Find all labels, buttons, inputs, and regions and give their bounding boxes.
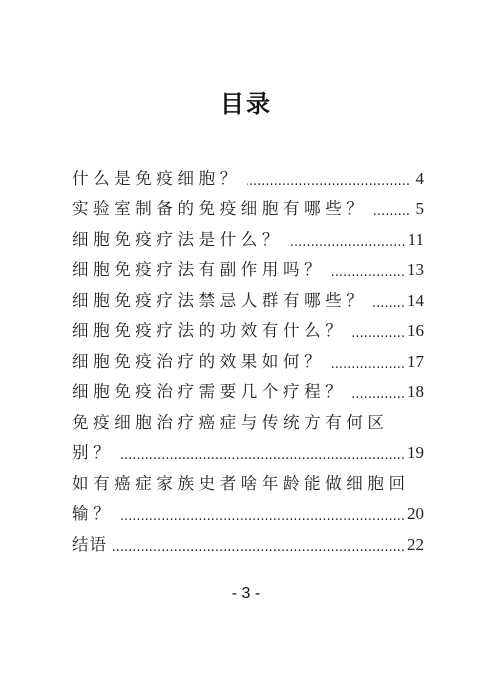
page-number: - 3 - (231, 585, 261, 602)
toc-entry-line2[interactable] (72, 494, 424, 525)
dot-leader (247, 174, 410, 189)
toc-entry-text: 什么是免疫细胞？ (72, 168, 241, 188)
toc-entry-page: 14 (407, 290, 424, 310)
toc-entry[interactable] (72, 158, 424, 189)
toc-entry-text: 细胞免疫疗法禁忌人群有哪些？ (72, 290, 368, 310)
toc-entry[interactable] (72, 280, 424, 311)
toc-entry-page: 13 (407, 260, 424, 279)
toc-entry-text: 如有癌症家族史者啥年龄能做细胞回 (72, 473, 410, 493)
toc-entry-page: 17 (407, 351, 424, 371)
toc-entry[interactable] (72, 311, 424, 342)
table-of-contents (72, 158, 424, 555)
toc-entry[interactable] (72, 189, 424, 220)
toc-entry[interactable] (72, 250, 424, 281)
dot-leader (289, 235, 406, 250)
toc-entry-text: 细胞免疫治疗需要几个疗程？ (72, 382, 347, 401)
toc-entry-line1[interactable] (72, 402, 424, 433)
toc-entry[interactable] (72, 524, 424, 555)
toc-entry-page: 16 (407, 321, 424, 340)
toc-entry-text: 细胞免疫疗法的功效有什么？ (72, 321, 347, 340)
toc-entry-page: 5 (415, 199, 424, 218)
toc-entry-text: 细胞免疫疗法是什么？ (72, 229, 283, 249)
toc-entry-page: 4 (415, 168, 424, 188)
toc-entry-text: 实验室制备的免疫细胞有哪些？ (72, 199, 368, 218)
toc-entry[interactable] (72, 341, 424, 372)
toc-entry-text: 细胞免疫治疗的效果如何？ (72, 351, 326, 371)
toc-entry[interactable] (72, 372, 424, 403)
dot-leader (352, 326, 405, 341)
toc-entry-page: 11 (407, 229, 424, 249)
toc-entry-page: 22 (407, 534, 424, 554)
dot-leader (120, 448, 405, 463)
toc-entry[interactable] (72, 219, 424, 250)
toc-entry-text: 别？ (72, 443, 115, 462)
toc-entry-page: 19 (407, 443, 424, 462)
dot-leader (373, 296, 405, 311)
toc-entry-text: 免疫细胞治疗癌症与传统方有何区 (72, 412, 389, 432)
toc-entry-text: 输？ (72, 504, 115, 523)
toc-entry-text: 细胞免疫疗法有副作用吗？ (72, 260, 326, 279)
dot-leader (120, 509, 405, 524)
toc-entry-line1[interactable] (72, 463, 424, 494)
toc-entry-text: 结语 (72, 534, 107, 554)
dot-leader (352, 387, 405, 402)
toc-entry-line2[interactable] (72, 433, 424, 464)
dot-leader (373, 204, 410, 219)
dot-leader (331, 265, 405, 280)
toc-entry-page: 18 (407, 382, 424, 401)
dot-leader (113, 540, 405, 555)
toc-title: 目录 (220, 90, 272, 118)
toc-entry-page: 20 (407, 504, 424, 523)
dot-leader (331, 357, 405, 372)
